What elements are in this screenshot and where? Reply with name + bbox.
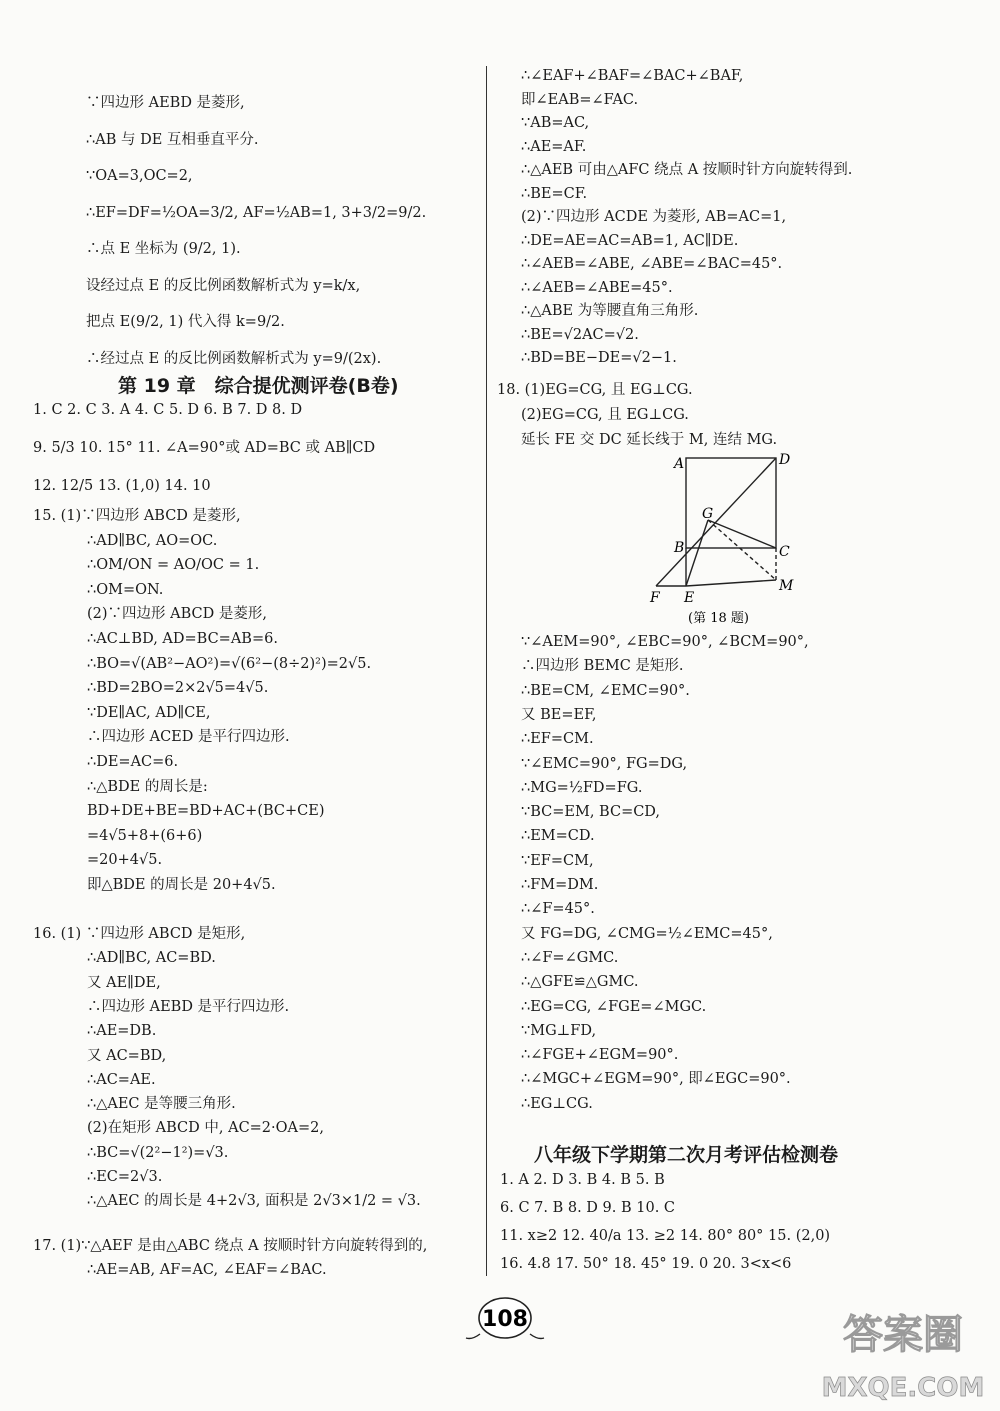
text-line: ∴AC⊥BD, AD=BC=AB=6. [87, 631, 278, 647]
text-line: ∴△AEB 可由△AFC 绕点 A 按顺时针方向旋转得到. [521, 162, 853, 178]
text-line: ∵BC=EM, BC=CD, [521, 804, 661, 821]
text-line: 又 AC=BD, [87, 1047, 167, 1064]
text-line: ∴AB 与 DE 互相垂直平分. [86, 131, 259, 148]
text-line: ∴EF=DF=½OA=3/2, AF=½AB=1, 3+3/2=9/2. [86, 204, 427, 221]
text-line: 把点 E(9/2, 1) 代入得 k=9/2. [86, 314, 285, 330]
text-line: ∴FM=DM. [521, 877, 599, 893]
text-line: ∵OA=3,OC=2, [86, 168, 193, 184]
text-line: 18. (1)EG=CG, 且 EG⊥CG. [497, 382, 693, 398]
text-line: ∴EG⊥CG. [521, 1095, 593, 1112]
text-line: 延长 FE 交 DC 延长线于 M, 连结 MG. [521, 432, 778, 448]
text-line: ∵MG⊥FD, [521, 1022, 597, 1039]
text-line: 16. 4.8 17. 50° 18. 45° 19. 0 20. 3<x<6 [500, 1256, 792, 1272]
text-line: ∴∠FGE+∠EGM=90°. [521, 1047, 679, 1064]
text-line: ∴BE=CF. [521, 185, 588, 202]
watermark-logo [808, 1300, 998, 1411]
text-line: ∴BE=√2AC=√2. [521, 326, 639, 343]
watermark-url: MXQE.COM [821, 1373, 985, 1403]
text-line: ∴AE=AF. [521, 138, 587, 155]
segment-gc [708, 520, 776, 548]
text-line: 16. (1) ∵四边形 ABCD 是矩形, [33, 926, 246, 942]
text-line: ∴△AEC 是等腰三角形. [87, 1096, 236, 1113]
text-line: 即∠EAB=∠FAC. [521, 91, 639, 108]
text-line: ∵DE∥AC, AD∥CE, [87, 704, 211, 721]
text-line: (2)EG=CG, 且 EG⊥CG. [521, 407, 689, 423]
label-c: C [779, 544, 790, 560]
text-line: 9. 5/3 10. 15° 11. ∠A=90°或 AD=BC 或 AB∥CD [33, 440, 376, 456]
text-line: ∴∠AEB=∠ABE=45°. [521, 279, 673, 296]
label-a: A [674, 456, 685, 472]
label-m: M [779, 578, 794, 594]
segment-em-line [686, 580, 776, 586]
label-g: G [702, 506, 714, 522]
text-line: ∴AE=DB. [87, 1023, 157, 1040]
text-line: 又 BE=EF, [521, 706, 597, 723]
text-line: ∵∠AEM=90°, ∠EBC=90°, ∠BCM=90°, [521, 634, 809, 650]
text-line: BD+DE+BE=BD+AC+(BC+CE) [87, 803, 325, 820]
text-line: ∴经过点 E 的反比例函数解析式为 y=9/(2x). [86, 350, 382, 367]
text-line: 1. C 2. C 3. A 4. C 5. D 6. B 7. D 8. D [33, 402, 303, 418]
text-line: ∴AE=AB, AF=AC, ∠EAF=∠BAC. [87, 1262, 327, 1278]
text-line: 又 FG=DG, ∠CMG=½∠EMC=45°, [521, 925, 773, 942]
segment-ge [686, 520, 708, 586]
text-line: ∴BO=√(AB²−AO²)=√(6²−(8÷2)²)=2√5. [87, 655, 372, 672]
text-line: ∴EG=CG, ∠FGE=∠MGC. [521, 998, 707, 1015]
label-d: D [779, 452, 791, 468]
text-line: ∵AB=AC, [521, 115, 590, 131]
text-line: ∴BD=2BO=2×2√5=4√5. [87, 680, 269, 697]
text-line: 15. (1)∵四边形 ABCD 是菱形, [33, 508, 241, 524]
figure-question-18 [648, 448, 798, 628]
text-line: ∴BD=BE−DE=√2−1. [521, 350, 677, 366]
text-line: (2)∵四边形 ABCD 是菱形, [87, 606, 267, 623]
segment-fd [656, 458, 776, 586]
text-line: ∴EC=2√3. [87, 1169, 163, 1185]
column-divider [486, 66, 487, 1276]
text-line: 6. C 7. B 8. D 9. B 10. C [500, 1200, 676, 1216]
text-line: ∴BE=CM, ∠EMC=90°. [521, 682, 690, 699]
page-number-badge [460, 1290, 550, 1350]
text-line: 17. (1)∵△AEF 是由△ABC 绕点 A 按顺时针方向旋转得到的, [33, 1238, 428, 1254]
text-line: ∴四边形 BEMC 是矩形. [521, 658, 684, 675]
text-line: ∴四边形 AEBD 是平行四边形. [87, 998, 290, 1015]
text-line: ∴AC=AE. [87, 1071, 156, 1088]
text-line: ∴EF=CM. [521, 731, 594, 748]
segment-gm [708, 520, 776, 580]
text-line: 11. x≥2 12. 40/a 13. ≥2 14. 80° 80° 15. (2,0) [500, 1228, 831, 1244]
text-line: ∴△ABE 为等腰直角三角形. [521, 303, 699, 319]
text-line: ∵四边形 AEBD 是菱形, [86, 95, 245, 111]
label-f: F [650, 590, 660, 606]
page-number: 108 [482, 1307, 528, 1332]
figure-caption: (第 18 题) [688, 611, 749, 626]
text-line: ∴∠F=∠GMC. [521, 949, 619, 966]
text-line: 1. A 2. D 3. B 4. B 5. B [500, 1172, 665, 1188]
text-line: ∴△BDE 的周长是: [87, 778, 208, 795]
label-b: B [674, 540, 685, 556]
text-line: =20+4√5. [87, 852, 163, 869]
section-title-ch19: 第 19 章 综合提优测评卷(B卷) [118, 375, 399, 397]
text-line: 设经过点 E 的反比例函数解析式为 y=k/x, [86, 277, 361, 294]
text-line: ∴∠MGC+∠EGM=90°, 即∠EGC=90°. [521, 1071, 791, 1088]
text-line: ∴∠EAF+∠BAF=∠BAC+∠BAF, [521, 68, 744, 84]
text-line: ∴OM/ON = AO/OC = 1. [87, 557, 260, 574]
text-line: ∴四边形 ACED 是平行四边形. [87, 729, 290, 746]
text-line: ∴BC=√(2²−1²)=√3. [87, 1144, 229, 1161]
text-line: ∴MG=½FD=FG. [521, 779, 643, 796]
text-line: ∴△GFE≌△GMC. [521, 974, 639, 991]
text-line: ∵EF=CM, [521, 852, 594, 869]
text-line: ∴DE=AC=6. [87, 754, 179, 770]
text-line: ∴∠AEB=∠ABE, ∠ABE=∠BAC=45°. [521, 256, 783, 272]
text-line: ∵∠EMC=90°, FG=DG, [521, 755, 688, 772]
watermark-logo-text: 答案圈 [843, 1312, 963, 1358]
text-line: (2)在矩形 ABCD 中, AC=2·OA=2, [87, 1120, 324, 1137]
text-line: ∴EM=CD. [521, 828, 595, 845]
text-line: ∴△AEC 的周长是 4+2√3, 面积是 2√3×1/2 = √3. [87, 1193, 421, 1210]
text-line: ∴∠F=45°. [521, 901, 595, 918]
section-title-exam: 八年级下学期第二次月考评估检测卷 [534, 1144, 839, 1166]
text-line: ∴点 E 坐标为 (9/2, 1). [86, 241, 241, 257]
label-e: E [684, 590, 695, 606]
text-line: 即△BDE 的周长是 20+4√5. [87, 877, 276, 893]
text-line: ∴AD∥BC, AC=BD. [87, 950, 216, 967]
text-line: 12. 12/5 13. (1,0) 14. 10 [33, 478, 211, 494]
text-line: =4√5+8+(6+6) [87, 827, 203, 844]
text-line: ∴OM=ON. [87, 581, 164, 598]
text-line: 又 AE∥DE, [87, 974, 161, 991]
text-line: ∴DE=AE=AC=AB=1, AC∥DE. [521, 232, 739, 249]
text-line: ∴AD∥BC, AO=OC. [87, 532, 218, 549]
text-line: (2)∵四边形 ACDE 为菱形, AB=AC=1, [521, 209, 787, 225]
